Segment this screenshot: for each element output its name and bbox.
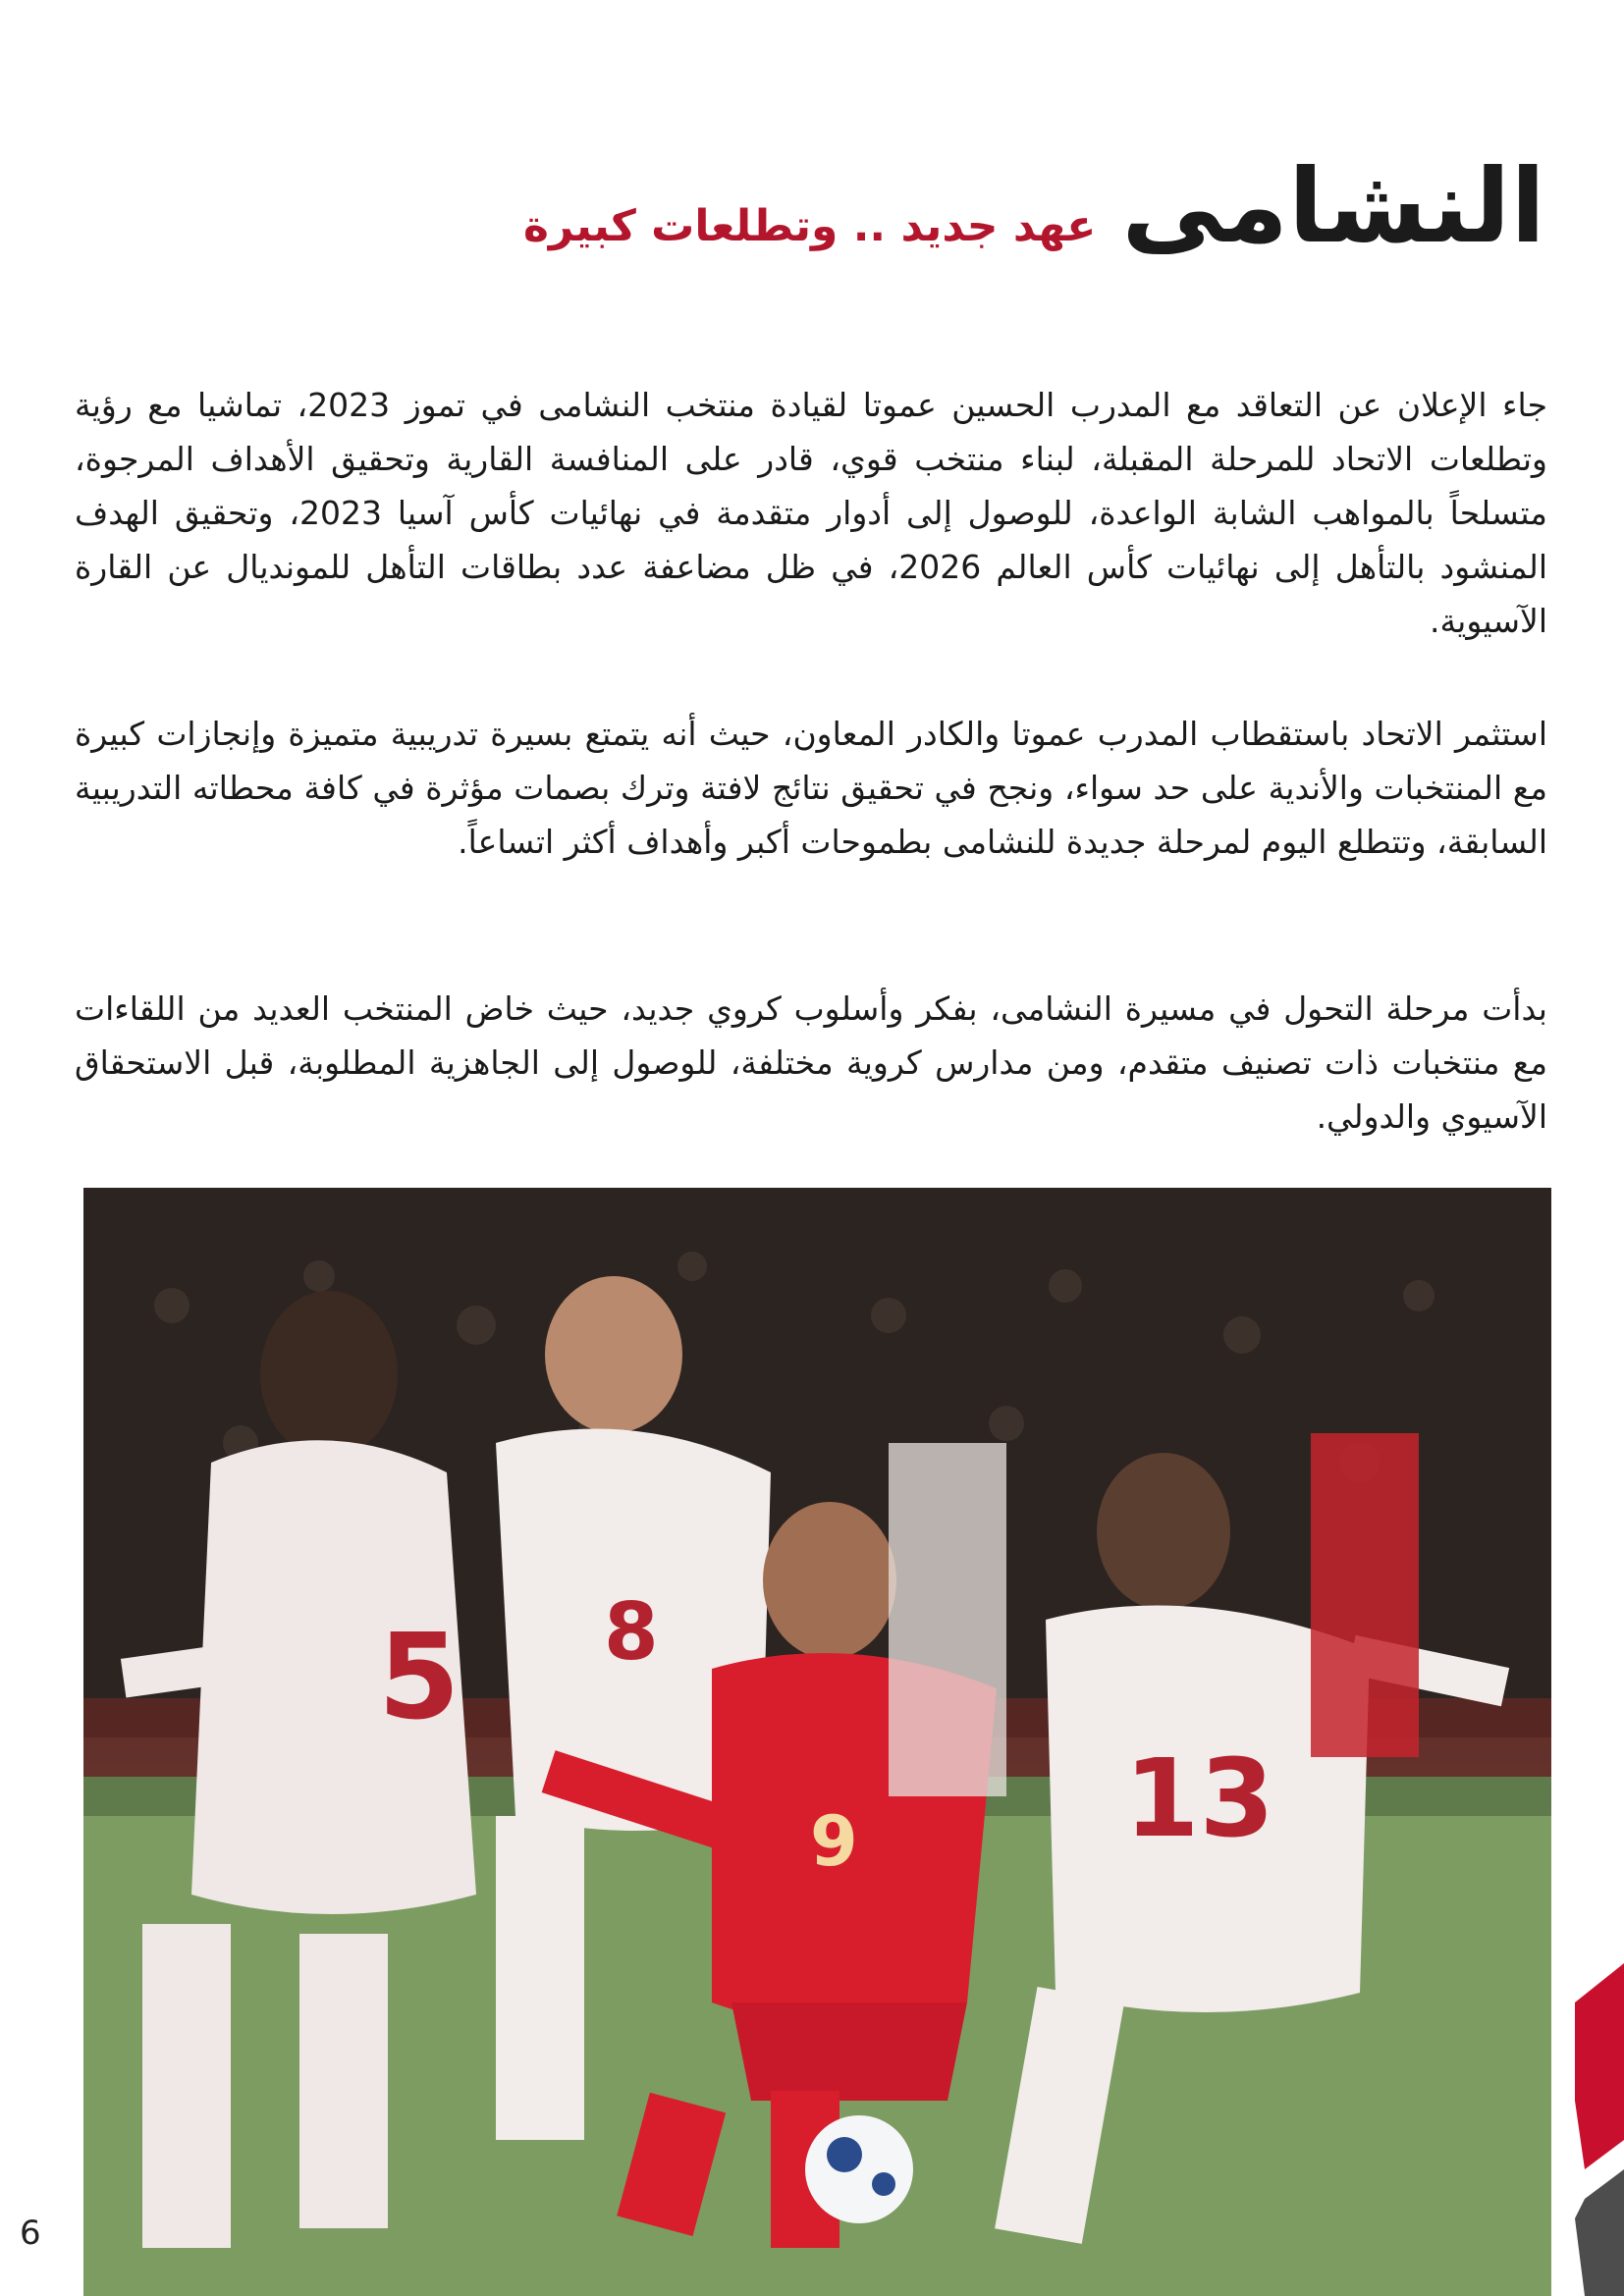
page-number: 6 bbox=[20, 2214, 41, 2253]
jersey-number: 5 bbox=[378, 1610, 460, 1746]
match-photo bbox=[83, 1188, 1551, 2296]
article-paragraph-2: استثمر الاتحاد باستقطاب المدرب عموتا والكادر المعاون، حيث أنه يتمتع بسيرة تدريبية متميزة وإنجازات كبيرة مع المنتخبات والأندية على حد سواء، ونجح في تحقيق نتائج لافتة وترك بصمات مؤثرة في كافة محطاته التدريبية السابقة، وتتطلع اليوم لمرحلة جديدة للنشامى بطموحات أكبر وأهداف أكثر اتساعاً. bbox=[75, 715, 1547, 861]
jersey-number: 13 bbox=[1124, 1735, 1275, 1861]
jersey-number: 9 bbox=[810, 1801, 858, 1882]
soccer-ball bbox=[805, 2115, 913, 2223]
page-header bbox=[79, 137, 1545, 265]
article-paragraph-3: بدأت مرحلة التحول في مسيرة النشامى، بفكر وأسلوب كروي جديد، حيث خاض المنتخب العديد من اللقاءات مع منتخبات ذات تصنيف متقدم، ومن مدارس كروية مختلفة، للوصول إلى الجاهزية المطلوبة، قبل الاستحقاق الآسيوي والدولي. bbox=[75, 989, 1547, 1136]
page-subtitle: عهد جديد .. وتطلعات كبيرة bbox=[522, 201, 1097, 251]
article-paragraph-1: جاء الإعلان عن التعاقد مع المدرب الحسين عموتا لقيادة منتخب النشامى في تموز 2023، تماشيا مع رؤية وتطلعات الاتحاد للمرحلة المقبلة، لبناء منتخب قوي، قادر على المنافسة القارية وتحقيق الأهداف المرجوة، متسلحاً بالمواهب الشابة الواعدة، للوصول إلى أدوار متقدمة في نهائيات كأس آسيا 2023، وتحقيق الهدف المنشود بالتأهل إلى نهائيات كأس العالم 2026، في ظل مضاعفة عدد بطاقات التأهل للمونديال عن القارة الآسيوية. bbox=[75, 386, 1547, 640]
corner-decoration bbox=[1575, 1963, 1624, 2296]
jersey-number: 8 bbox=[604, 1586, 659, 1678]
page-title: النشامى bbox=[1121, 146, 1545, 266]
